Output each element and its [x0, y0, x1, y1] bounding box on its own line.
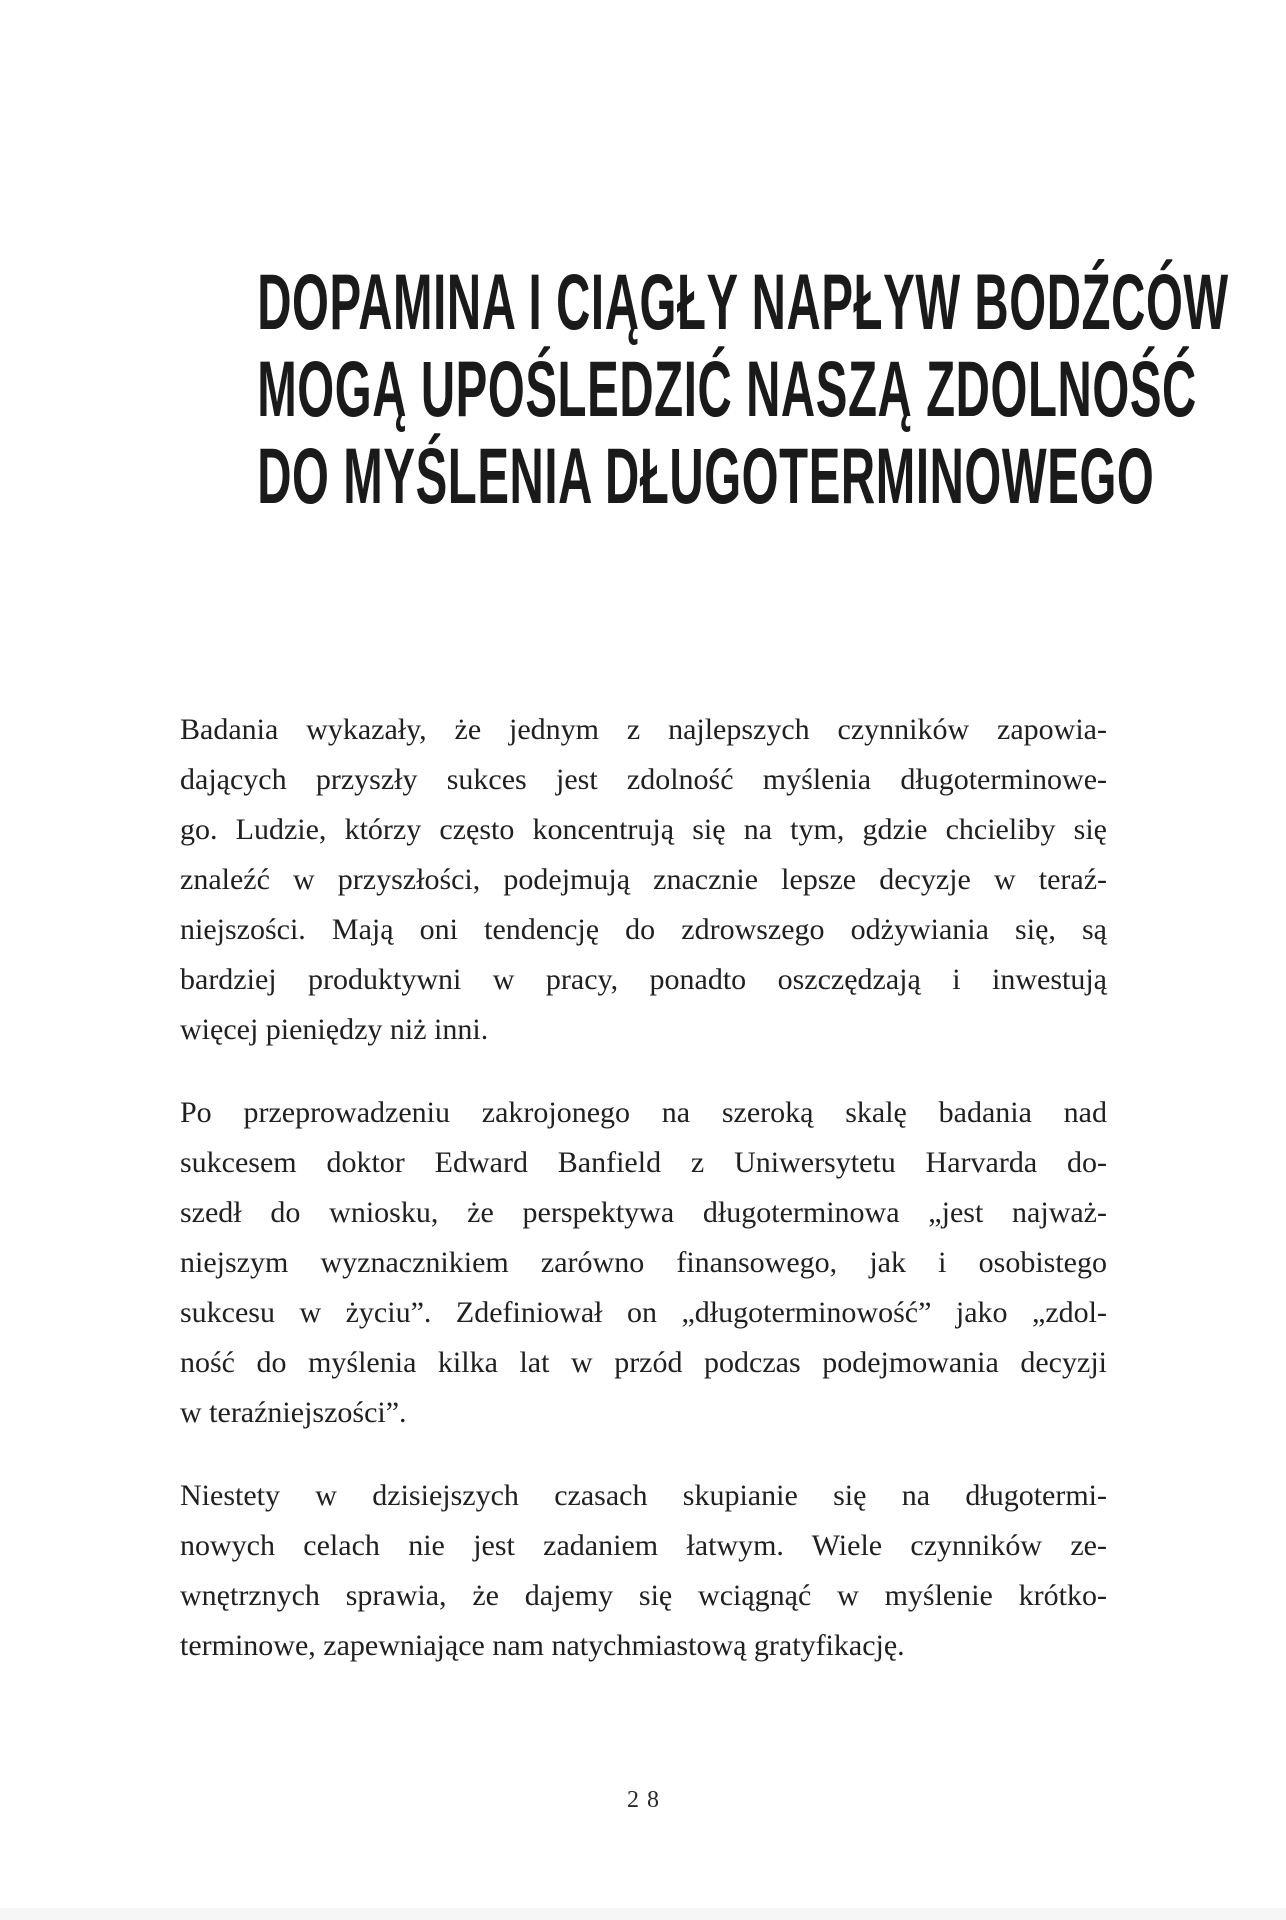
text-line: dających przyszły sukces jest zdolność myślenia długoterminowe-: [180, 763, 1107, 796]
chapter-title: [257, 257, 1229, 520]
paragraph: [180, 1088, 1107, 1438]
text-line: sukcesem doktor Edward Banfield z Uniwersytetu Harvarda do-: [180, 1146, 1107, 1179]
text-line: szedł do wniosku, że perspektywa długoterminowa „jest najważ-: [180, 1196, 1107, 1229]
text-line: bardziej produktywni w pracy, ponadto oszczędzają i inwestują: [180, 963, 1107, 996]
page-footer: [0, 1787, 1286, 1814]
body-text: [180, 705, 1107, 1704]
text-line: terminowe, zapewniające nam natychmiastową gratyfikację.: [180, 1629, 905, 1662]
chapter-title-line: MOGĄ UPOŚLEDZIĆ NASZĄ ZDOLNOŚĆ: [257, 344, 1197, 433]
text-line: nowych celach nie jest zadaniem łatwym. Wiele czynników ze-: [180, 1529, 1107, 1562]
text-line: ność do myślenia kilka lat w przód podczas podejmowania decyzji: [180, 1346, 1107, 1379]
text-line: Po przeprowadzeniu zakrojonego na szeroką skalę badania nad: [180, 1096, 1107, 1129]
chapter-title-line: DOPAMINA I CIĄGŁY NAPŁYW BODŹCÓW: [257, 257, 1229, 346]
text-line: go. Ludzie, którzy często koncentrują się na tym, gdzie chcieliby się: [180, 813, 1107, 846]
text-line: więcej pieniędzy niż inni.: [180, 1013, 489, 1046]
text-line: niejszości. Mają oni tendencję do zdrowszego odżywiania się, są: [180, 913, 1107, 946]
text-line: wnętrznych sprawia, że dajemy się wciągnąć w myślenie krótko-: [180, 1579, 1107, 1612]
text-line: niejszym wyznacznikiem zarówno finansowego, jak i osobistego: [180, 1246, 1107, 1279]
text-line: sukcesu w życiu”. Zdefiniował on „długoterminowość” jako „zdol-: [180, 1296, 1107, 1329]
paragraph: [180, 1471, 1107, 1671]
page-number: 28: [627, 1787, 667, 1813]
text-line: znaleźć w przyszłości, podejmują znacznie lepsze decyzje w teraź-: [180, 863, 1107, 896]
bottom-edge-bar: [0, 1908, 1286, 1920]
paragraph: [180, 705, 1107, 1055]
text-line: w teraźniejszości”.: [180, 1396, 407, 1429]
text-line: Badania wykazały, że jednym z najlepszych czynników zapowia-: [180, 713, 1107, 746]
text-line: Niestety w dzisiejszych czasach skupianie się na długotermi-: [180, 1479, 1107, 1512]
chapter-title-line: DO MYŚLENIA DŁUGOTERMINOWEGO: [257, 431, 1155, 520]
